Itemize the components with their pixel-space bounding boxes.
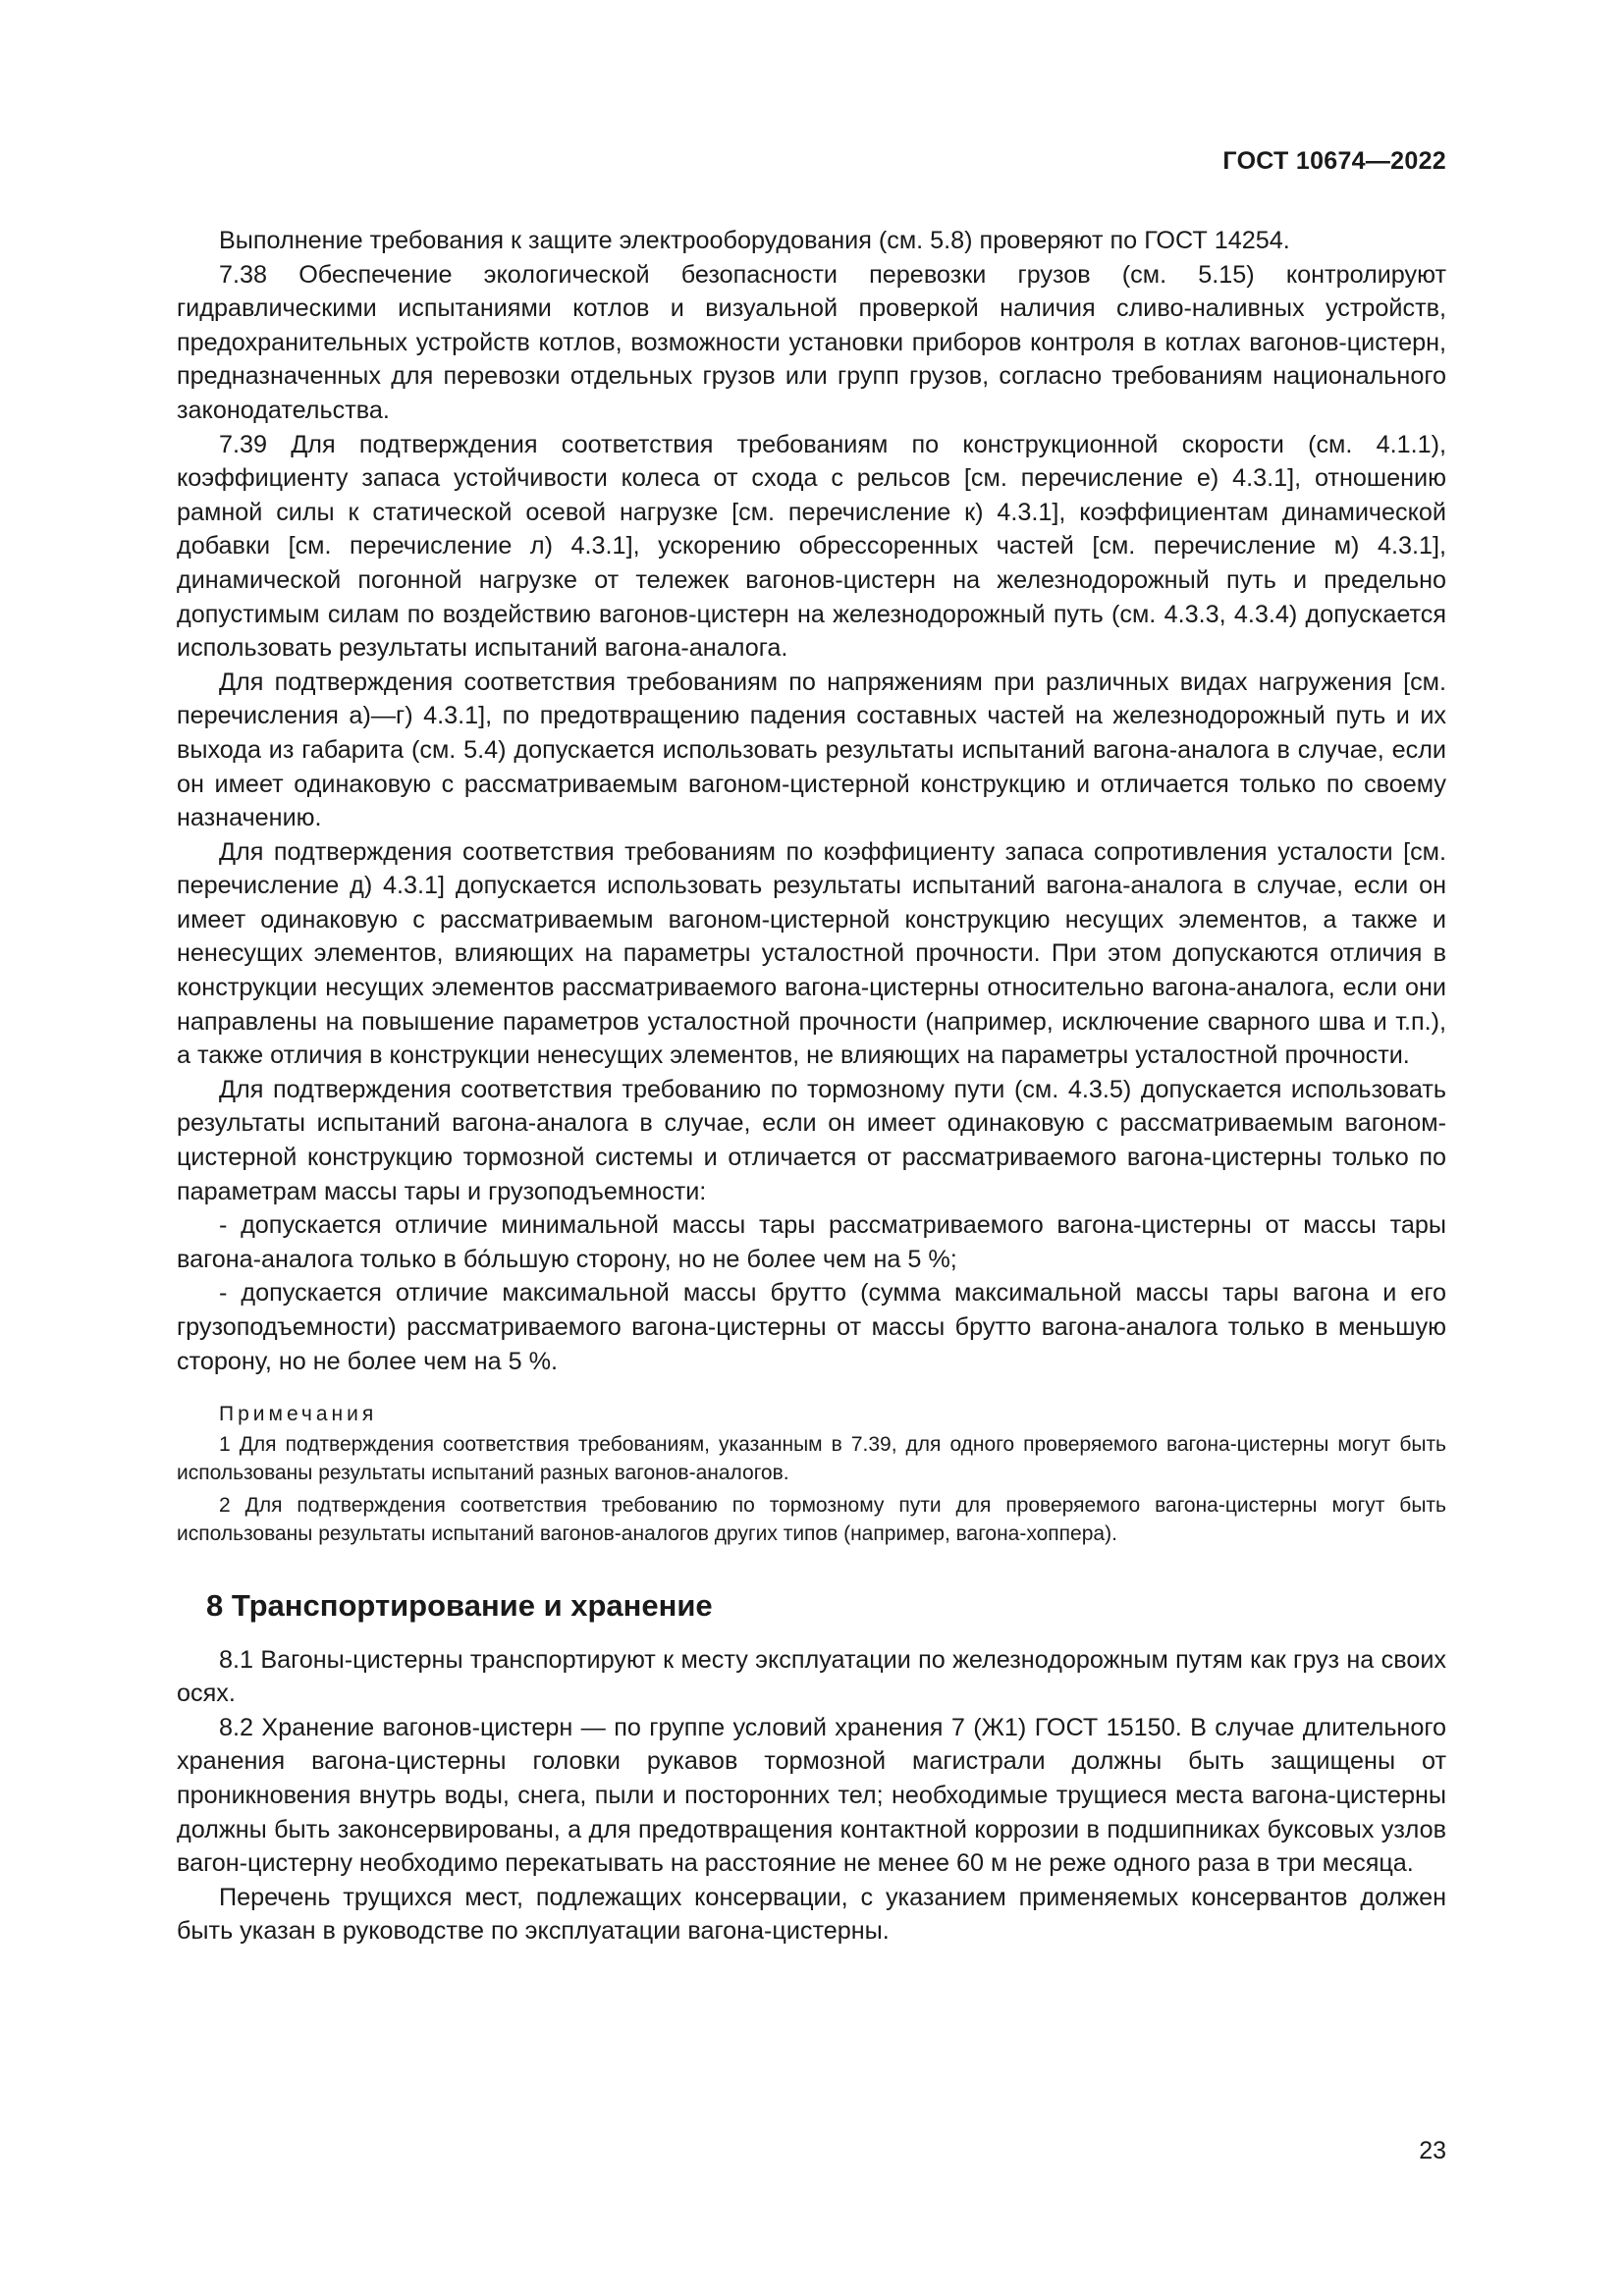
- notes-title: Примечания: [219, 1403, 378, 1426]
- list-item-tare-mass: - допускается отличие минимальной массы тары рассматриваемого вагона-цистерны от массы тары вагона-аналога только в бо́льшую сторону, но не более чем на 5 %;: [177, 1211, 1446, 1273]
- paragraph-7-39: 7.39 Для подтверждения соответствия требованиям по конструкционной скорости (см. 4.1.1), коэффициенту запаса устойчивости колеса от схода с рельсов [см. перечисление е) 4.3.1], отношению рамной силы к статической осевой нагрузке [см. перечисление к) 4.3.1], коэффициентам динамической добавки [см. перечисление л) 4.3.1], ускорению обрессоренных частей [см. перечисление м) 4.3.1], динамической погонной нагрузке от тележек вагонов-цистерн на железнодорожный путь и предельно допустимым силам по воздействию вагонов-цистерн на железнодорожный путь (см. 4.3.3, 4.3.4) допускается использовать результаты испытаний вагона-аналога.: [177, 430, 1446, 663]
- notes-block: [177, 1400, 1446, 1549]
- document-body: [177, 224, 1446, 1949]
- paragraph-stress-loading: Для подтверждения соответствия требованиям по напряжениям при различных видах нагружения [см. перечисления а)—г) 4.3.1], по предотвращению падения составных частей на железнодорожный путь и их выхода из габарита (см. 5.4) допускается использовать результаты испытаний вагона-аналога в случае, если он имеет одинаковую с рассматриваемым вагоном-цистерной конструкцию и отличается только по своему назначению.: [177, 667, 1446, 832]
- page-number: 23: [1419, 2137, 1446, 2164]
- paragraph-preservation-list: Перечень трущихся мест, подлежащих консервации, с указанием применяемых консервантов должен быть указан в руководстве по эксплуатации вагона-цистерны.: [177, 1883, 1446, 1946]
- paragraph-braking-distance: Для подтверждения соответствия требованию по тормозному пути (см. 4.3.5) допускается использовать результаты испытаний вагона-аналога в случае, если он имеет одинаковую с рассматриваемым вагоном-цистерной конструкцию тормозной системы и отличается от рассматриваемого вагона-цистерны только по параметрам массы тары и грузоподъемности:: [177, 1075, 1446, 1205]
- list-item-gross-mass: - допускается отличие максимальной массы брутто (сумма максимальной массы тары вагона и его грузоподъемности) рассматриваемого вагона-цистерны от массы брутто вагона-аналога только в меньшую сторону, но не более чем на 5 %.: [177, 1279, 1446, 1375]
- paragraph-fatigue-resistance: Для подтверждения соответствия требованиям по коэффициенту запаса сопротивления усталости [см. перечисление д) 4.3.1] допускается использовать результаты испытаний вагона-аналога в случае, если он имеет одинаковую с рассматриваемым вагоном-цистерной конструкцию несущих элементов, а также и ненесущих элементов, влияющих на параметры усталостной прочности. При этом допускаются отличия в конструкции несущих элементов рассматриваемого вагона-цистерны относительно вагона-аналога, если они направлены на повышение параметров усталостной прочности (например, исключение сварного шва и т.п.), а также отличия в конструкции ненесущих элементов, не влияющих на параметры усталостной прочности.: [177, 837, 1446, 1070]
- paragraph-8-2: 8.2 Хранение вагонов-цистерн — по группе условий хранения 7 (Ж1) ГОСТ 15150. В случае длительного хранения вагона-цистерны головки рукавов тормозной магистрали должны быть защищены от проникновения внутрь воды, снега, пыли и посторонних тел; необходимые трущиеся места вагона-цистерны должны быть законсервированы, а для предотвращения контактной коррозии в подшипниках буксовых узлов вагон-цистерну необходимо перекатывать на расстояние не менее 60 м не реже одного раза в три месяца.: [177, 1713, 1446, 1878]
- paragraph-8-1: 8.1 Вагоны-цистерны транспортируют к месту эксплуатации по железнодорожным путям как груз на своих осях.: [177, 1645, 1446, 1708]
- note-item-2: 2 Для подтверждения соответствия требованию по тормозному пути для проверяемого вагона-цистерны могут быть использованы результаты испытаний вагонов-аналогов других типов (например, вагона-хоппера).: [177, 1493, 1446, 1546]
- document-header-id: ГОСТ 10674—2022: [1222, 147, 1446, 175]
- section-8-title: 8 Транспортирование и хранение: [206, 1587, 713, 1623]
- paragraph-electrical-protection: Выполнение требования к защите электрооборудования (см. 5.8) проверяют по ГОСТ 14254.: [219, 227, 1290, 254]
- note-item-1: 1 Для подтверждения соответствия требованиям, указанным в 7.39, для одного проверяемого вагона-цистерны могут быть использованы результаты испытаний разных вагонов-аналогов.: [177, 1432, 1446, 1485]
- paragraph-7-38: 7.38 Обеспечение экологической безопасности перевозки грузов (см. 5.15) контролируют гидравлическими испытаниями котлов и визуальной проверкой наличия сливо-наливных устройств, предохранительных устройств котлов, возможности установки приборов контроля в котлах вагонов-цистерн, предназначенных для перевозки отдельных грузов или групп грузов, согласно требованиям национального законодательства.: [177, 260, 1446, 424]
